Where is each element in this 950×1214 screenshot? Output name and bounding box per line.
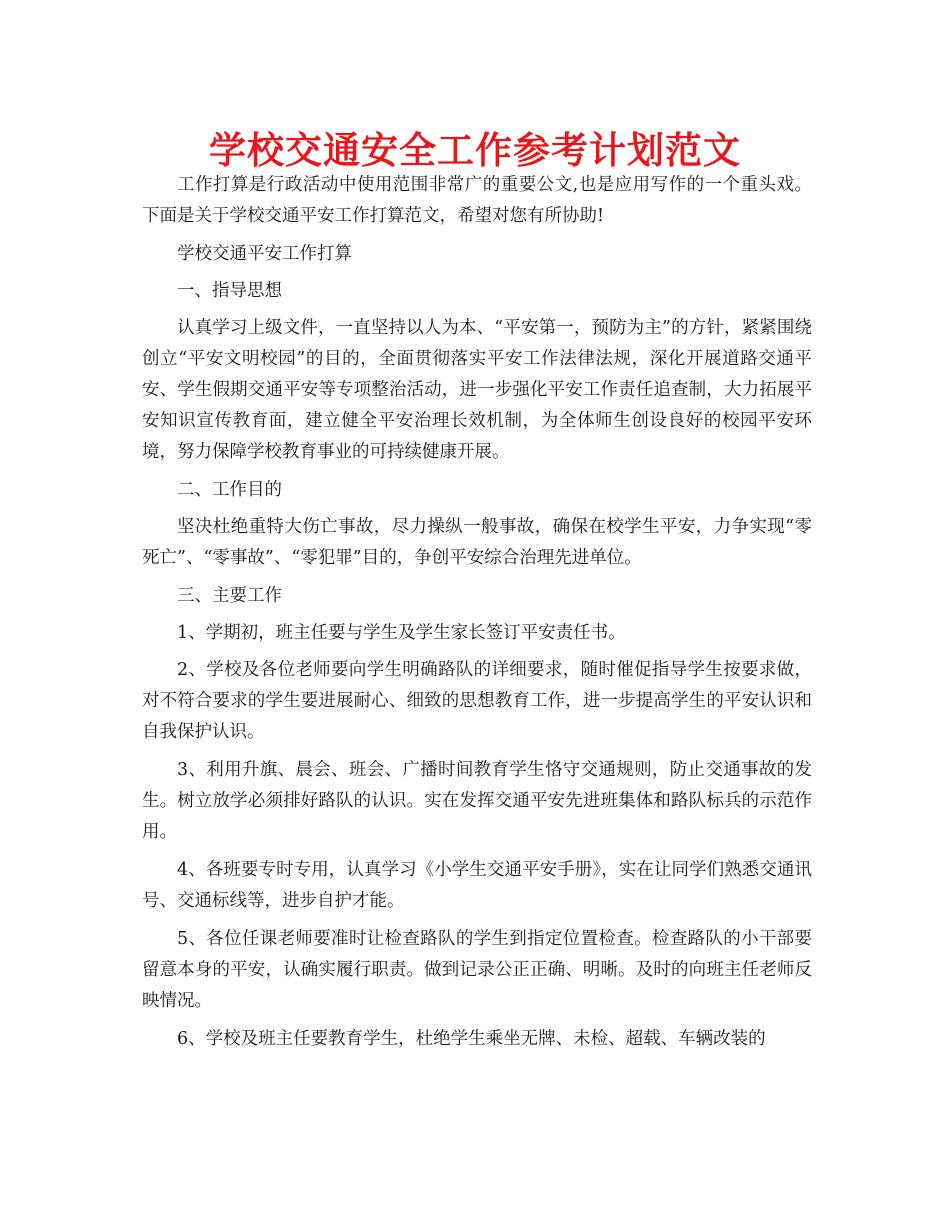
list-item-3: 3、利用升旗、晨会、班会、广播时间教育学生恪守交通规则，防止交通事故的发生。树立放学必须排好路队的认识。实在发挥交通平安先进班集体和路队标兵的示范作用。 [142,760,812,842]
list-item-4: 4、各班要专时专用，认真学习《小学生交通平安手册》，实在让同学们熟悉交通讯号、交通标线等，进步自护才能。 [142,860,812,911]
paragraph-subtitle: 学校交通平安工作打算 [177,244,352,264]
document-title: 学校交通安全工作参考计划范文 [209,129,741,172]
document-body [142,170,812,1062]
list-item-5: 5、各位任课老师要准时让检查路队的学生到指定位置检查。检查路队的小干部要留意本身的平安，认确实履行职责。做到记录公正正确、明晰。及时的向班主任老师反映情况。 [142,929,812,1011]
section-heading-guiding-ideology: 一、指导思想 [177,281,282,301]
list-item-6: 6、学校及班主任要教育学生，杜绝学生乘坐无牌、未检、超载、车辆改装的 [177,1029,766,1049]
section-heading-main-work: 三、主要工作 [177,586,282,606]
section-heading-work-goals: 二、工作目的 [177,480,282,500]
paragraph-work-goals: 坚决杜绝重特大伤亡事故，尽力操纵一般事故，确保在校学生平安，力争实现“零死亡”、“零事故”、“零犯罪”目的，争创平安综合治理先进单位。 [142,517,812,568]
list-item-2: 2、学校及各位老师要向学生明确路队的详细要求，随时催促指导学生按要求做，对不符合要求的学生要进展耐心、细致的思想教育工作，进一步提高学生的平安认识和自我保护认识。 [142,660,812,742]
paragraph-intro: 工作打算是行政活动中使用范围非常广的重要公文,也是应用写作的一个重头戏。下面是关于学校交通平安工作打算范文，希望对您有所协助! [142,175,812,226]
paragraph-guiding-ideology: 认真学习上级文件，一直坚持以人为本、“平安第一，预防为主”的方针，紧紧围绕创立“平安文明校园”的目的，全面贯彻落实平安工作法律法规，深化开展道路交通平安、学生假期交通平安等专项整治活动，进一步强化平安工作责任追查制，大力拓展平安知识宣传教育面，建立健全平安治理长效机制，为全体师生创设良好的校园平安环境，努力保障学校教育事业的可持续健康开展。 [142,318,812,462]
list-item-1: 1、学期初，班主任要与学生及学生家长签订平安责任书。 [177,623,626,643]
